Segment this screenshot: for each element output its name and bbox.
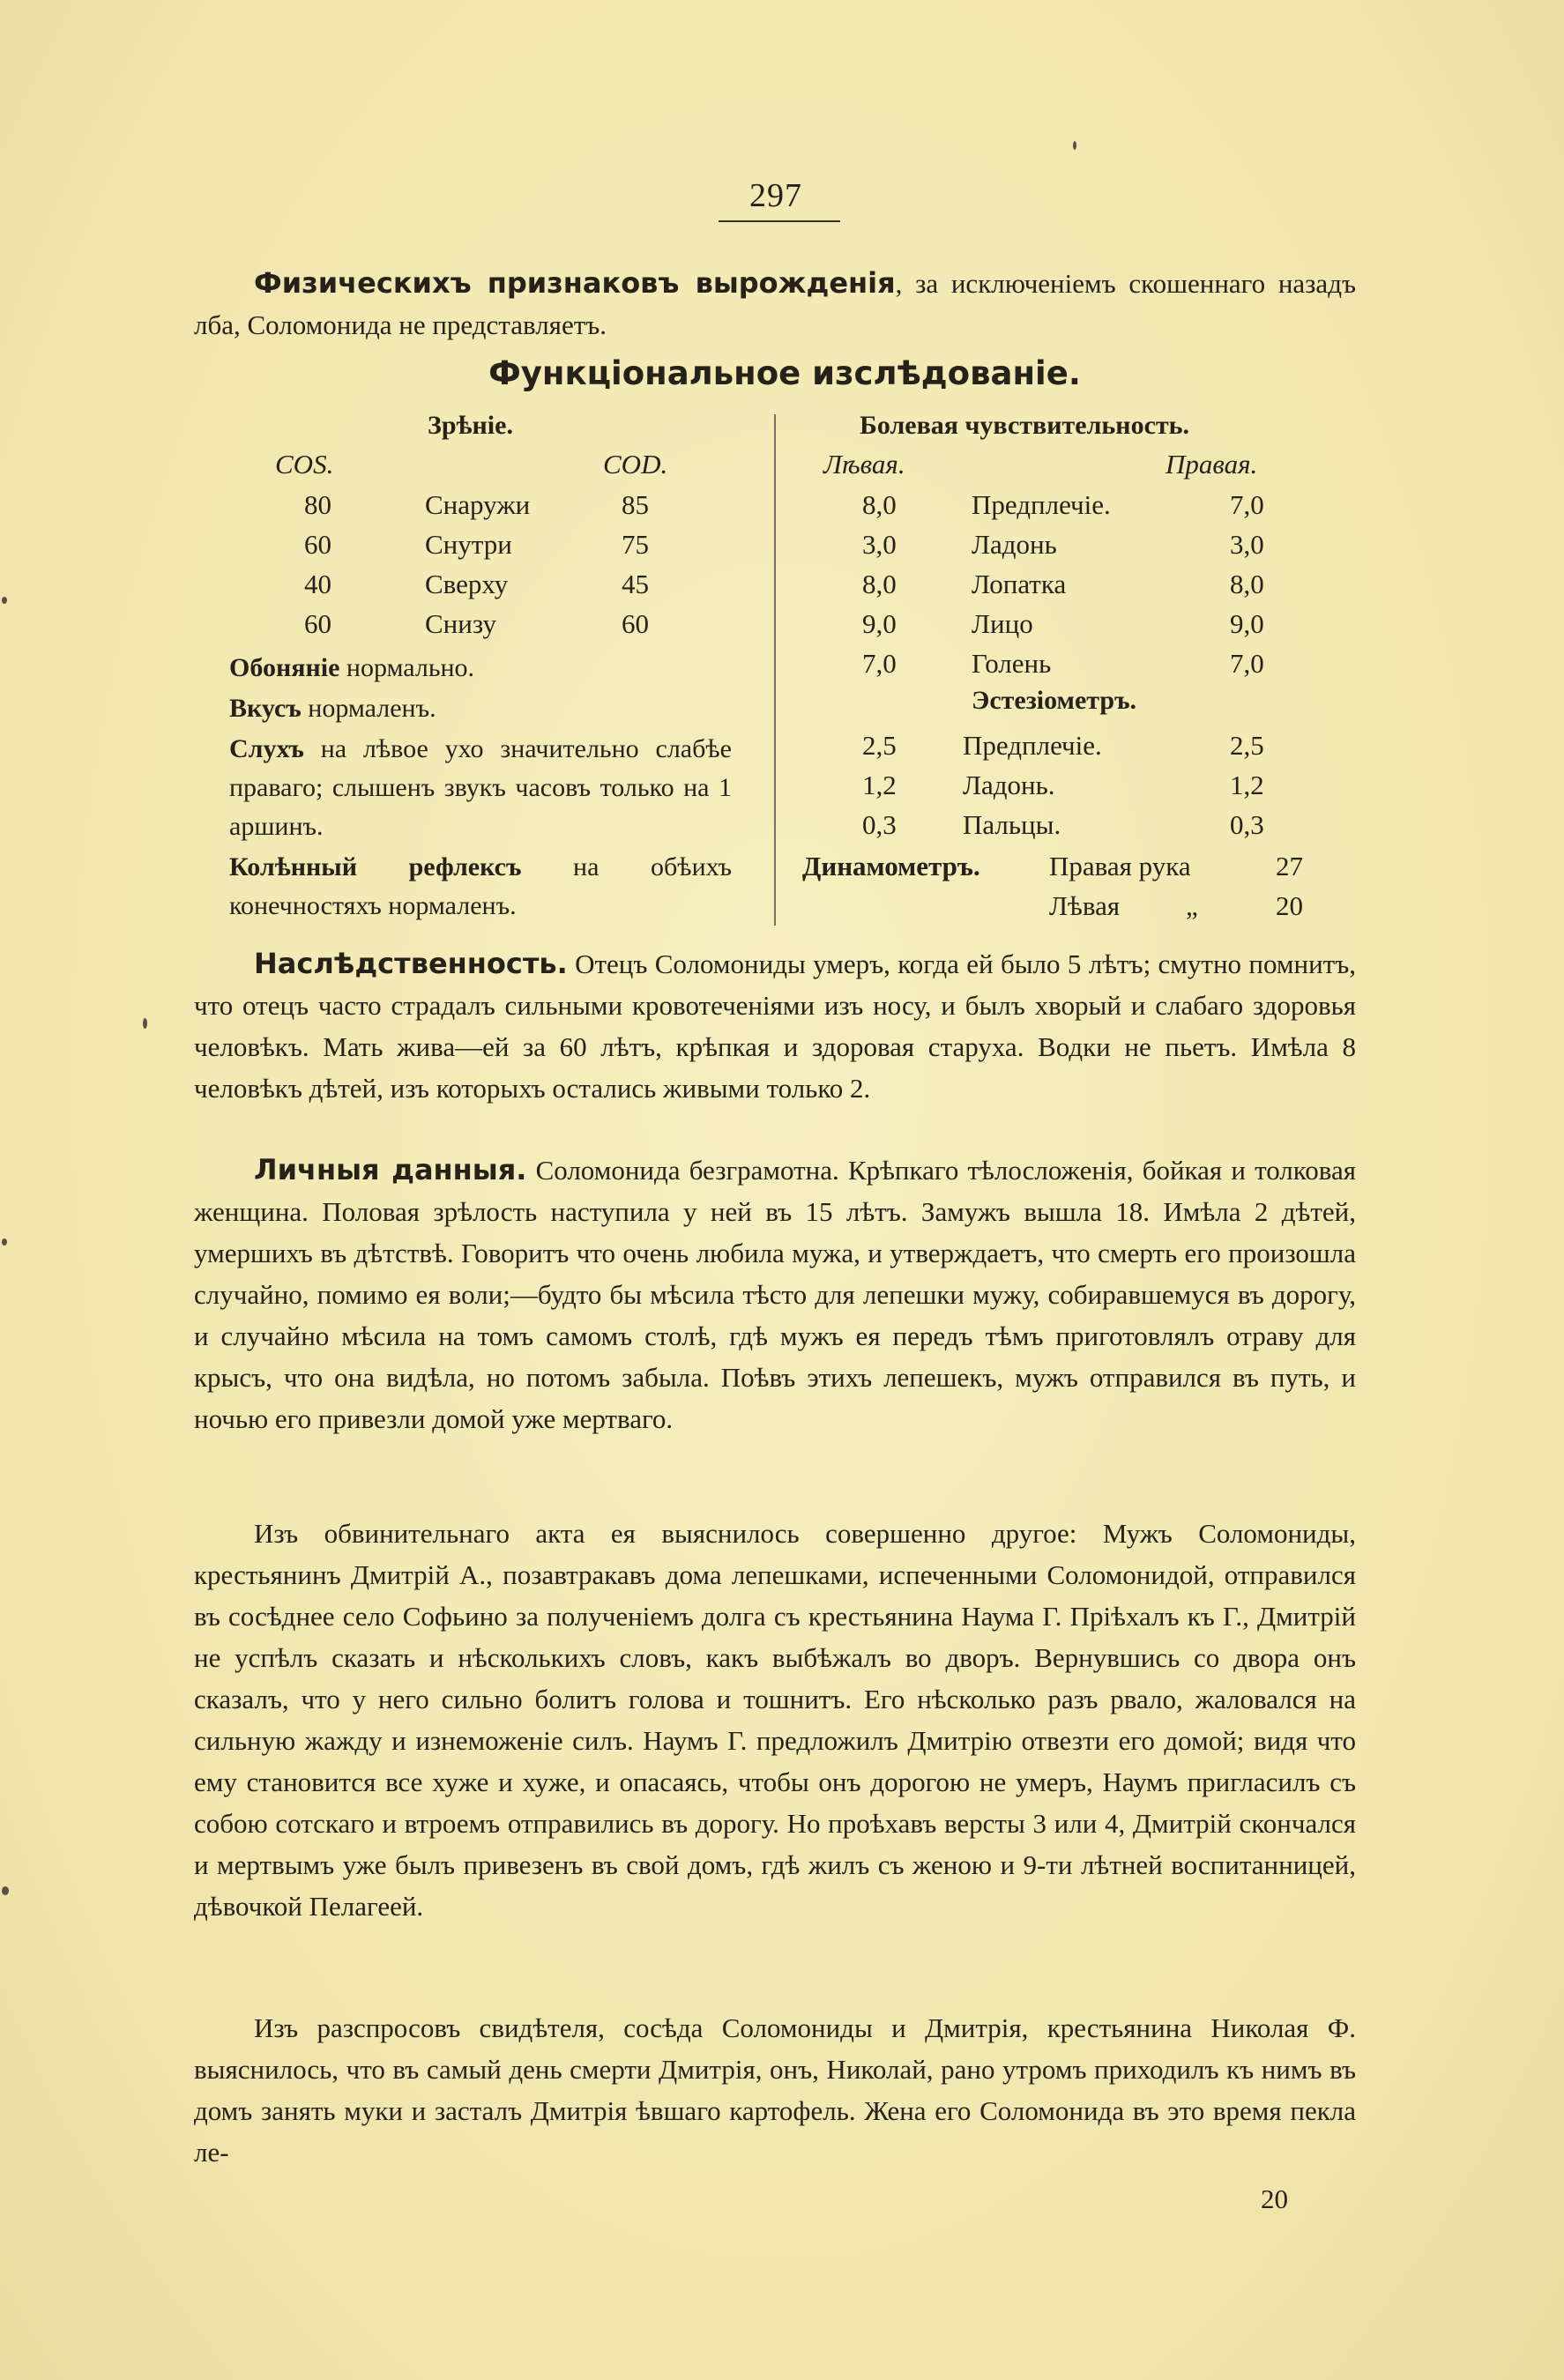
esthesiometer-row: [811, 766, 1340, 805]
vision-row-left: 80: [304, 489, 331, 520]
pain-row-label: Голень: [972, 648, 1052, 679]
pain-row: [811, 486, 1340, 524]
esthesiometer-row: [811, 806, 1340, 844]
smell-note: [229, 649, 732, 688]
pain-col-left-header: Лѣвая.: [823, 449, 905, 480]
vision-row: [229, 565, 723, 604]
esthesiometer-title: Эстезіометръ.: [972, 686, 1137, 715]
heredity-paragraph: [194, 943, 1356, 1109]
dynamometer-left-mark: „: [1186, 890, 1198, 921]
vision-row-left: 60: [304, 608, 331, 639]
dynamometer-left-label: Лѣвая: [1049, 890, 1121, 921]
smell-heading: Обоняніе: [229, 653, 340, 682]
vision-row-label: Снизу: [425, 608, 496, 639]
heredity-heading: Наслѣдственность.: [254, 947, 568, 980]
pain-row-label: Предплечіе.: [972, 489, 1111, 520]
dynamometer-row-right: [802, 847, 1349, 886]
vision-row-right: 85: [622, 489, 649, 520]
reflex-note: [229, 848, 732, 926]
esthesiometer-row-right: 0,3: [1230, 809, 1264, 840]
reflex-heading: Колѣнный рефлексъ: [229, 852, 522, 881]
pain-row: [811, 644, 1340, 683]
esthesiometer-row-left: 1,2: [862, 770, 897, 800]
pain-row-label: Лопатка: [972, 569, 1067, 599]
pain-row-right: 7,0: [1230, 648, 1264, 679]
esthesiometer-row-label: Ладонь.: [963, 770, 1055, 800]
vision-row: [229, 525, 723, 564]
personal-text: Соломонида безграмотна. Крѣпкаго тѣлосложенія, бойкая и толковая женщина. Половая зрѣлость наступила у ней въ 15 лѣтъ. Замужъ вышла 18. Имѣла 2 дѣтей, умершихъ въ дѣтствѣ. Говоритъ что очень любила мужа, и утверждаетъ, что смерть его произошла случайно, помимо ея воли;—будто бы мѣсила тѣсто для лепешки мужу, собиравшемуся въ дорогу, и случайно мѣсила на томъ самомъ столѣ, гдѣ мужъ ея передъ тѣмъ приготовлялъ отраву для крысъ, что она видѣла, но потомъ забыла. Поѣвъ этихъ лепешекъ, мужъ отправился въ путь, и ночью его привезли домой уже мертваго.: [194, 1155, 1356, 1434]
esthesiometer-row-left: 0,3: [862, 809, 897, 840]
pain-row-label: Ладонь: [972, 529, 1057, 560]
dynamometer-right-label: Правая рука: [1049, 851, 1191, 881]
vision-col-right-header: COD.: [603, 449, 668, 480]
vision-row-left: 40: [304, 569, 331, 599]
intro-paragraph: [194, 263, 1356, 346]
scan-speck: [143, 1018, 147, 1029]
pain-row-right: 9,0: [1230, 608, 1264, 639]
hearing-text: на лѣвое ухо значительно слабѣе праваго; слышенъ звукъ часовъ только на 1 аршинъ.: [229, 734, 732, 841]
vision-col-left-header: COS.: [275, 449, 334, 480]
section-title: Функціональное изслѣдованіе.: [488, 354, 1081, 392]
dynamometer-title: Динамометръ.: [802, 851, 980, 881]
pain-row-right: 8,0: [1230, 569, 1264, 599]
pain-row-label: Лицо: [972, 608, 1033, 639]
scan-speck: [2, 597, 7, 604]
dynamometer-row-left: [802, 887, 1349, 926]
vision-row-left: 60: [304, 529, 331, 560]
reflex-text: на обѣихъ конечностяхъ нормаленъ.: [229, 852, 732, 920]
intro-heading: Физическихъ признаковъ вырожденія: [254, 266, 896, 300]
pain-row-left: 7,0: [862, 648, 897, 679]
dynamometer-right-value: 27: [1276, 851, 1303, 881]
paragraph-3: Изъ обвинительнаго акта ея выяснилось совершенно другое: Мужъ Соломониды, крестьянинъ Дмитрій А., позавтракавъ дома лепешками, испеченными Соломонидой, отправился въ сосѣднее село Софьино за полученіемъ долга съ крестьянина Наума Г. Пріѣхалъ къ Г., Дмитрій не успѣлъ сказать и нѣсколькихъ словъ, какъ выбѣжалъ во дворъ. Вернувшись со двора онъ сказалъ, что у него сильно болитъ голова и тошнитъ. Его нѣсколько разъ рвало, жаловался на сильную жажду и изнеможеніе силъ. Наумъ Г. предложилъ Дмитрію отвезти его домой; видя что ему становится все хуже и хуже, и опасаясь, чтобы онъ дорогою не умеръ, Наумъ пригласилъ съ собою сотскаго и втроемъ отправились въ дорогу. Но проѣхавъ версты 3 или 4, Дмитрій скончался и мертвымъ уже былъ привезенъ въ свой домъ, гдѣ жилъ съ женою и 9-ти лѣтней воспитанницей, дѣвочкой Пелагеей.: [194, 1518, 1356, 1922]
hearing-note: [229, 730, 732, 846]
hearing-heading: Слухъ: [229, 734, 304, 763]
intro-text: , за исключеніемъ скошеннаго назадъ лба, Соломонида не представляетъ.: [194, 268, 1356, 340]
scan-speck: [2, 1886, 9, 1895]
esthesiometer-row-label: Предплечіе.: [963, 730, 1102, 761]
signature-mark: 20: [1261, 2183, 1288, 2214]
pain-row-right: 7,0: [1230, 489, 1264, 520]
personal-heading: Личныя данныя.: [254, 1153, 527, 1186]
pain-row-left: 9,0: [862, 608, 897, 639]
pain-row-right: 3,0: [1230, 529, 1264, 560]
esthesiometer-row: [811, 726, 1340, 765]
pain-row: [811, 525, 1340, 564]
vision-row-right: 45: [622, 569, 649, 599]
page-number-rule: [719, 220, 840, 222]
heredity-text: Отецъ Соломониды умеръ, когда ей было 5 лѣтъ; смутно помнитъ, что отецъ часто страдалъ сильными кровотеченіями изъ носу, и былъ хворый и слабаго здоровья человѣкъ. Мать жива—ей за 60 лѣтъ, крѣпкая и здоровая старуха. Водки не пьетъ. Имѣла 8 человѣкъ дѣтей, изъ которыхъ остались живыми только 2.: [194, 948, 1356, 1104]
dynamometer-left-value: 20: [1276, 890, 1303, 921]
pain-col-right-header: Правая.: [1166, 449, 1258, 480]
pain-row-left: 3,0: [862, 529, 897, 560]
vision-row: [229, 605, 723, 643]
vision-row-right: 60: [622, 608, 649, 639]
vision-row: [229, 486, 723, 524]
esthesiometer-row-right: 1,2: [1230, 770, 1264, 800]
pain-row-left: 8,0: [862, 489, 897, 520]
scan-speck: [2, 1238, 7, 1246]
vision-row-label: Снаружи: [425, 489, 531, 520]
personal-paragraph: [194, 1149, 1356, 1439]
esthesiometer-row-label: Пальцы.: [963, 809, 1061, 840]
smell-text: нормально.: [339, 653, 475, 682]
pain-row: [811, 565, 1340, 604]
vision-row-label: Сверху: [425, 569, 509, 599]
pain-title: Болевая чувствительность.: [860, 411, 1189, 440]
pain-row-left: 8,0: [862, 569, 897, 599]
scan-speck: [1073, 141, 1076, 150]
vision-row-label: Снутри: [425, 529, 512, 560]
paragraph-4: Изъ разспросовъ свидѣтеля, сосѣда Соломониды и Дмитрія, крестьянина Николая Ф. выяснилось, что въ самый день смерти Дмитрія, онъ, Николай, рано утромъ приходилъ къ нимъ въ домъ занять муки и засталъ Дмитрія ѣвшаго картофель. Жена его Соломонида въ это время пекла ле-: [194, 2012, 1356, 2168]
esthesiometer-row-right: 2,5: [1230, 730, 1264, 761]
esthesiometer-row-left: 2,5: [862, 730, 897, 761]
pain-row: [811, 605, 1340, 643]
vision-title: Зрѣніе.: [428, 411, 513, 440]
page-number: 297: [749, 177, 802, 214]
vision-row-right: 75: [622, 529, 649, 560]
taste-note: [229, 689, 732, 728]
taste-text: нормаленъ.: [301, 694, 436, 723]
taste-heading: Вкусъ: [229, 694, 302, 723]
column-divider: [774, 414, 776, 926]
